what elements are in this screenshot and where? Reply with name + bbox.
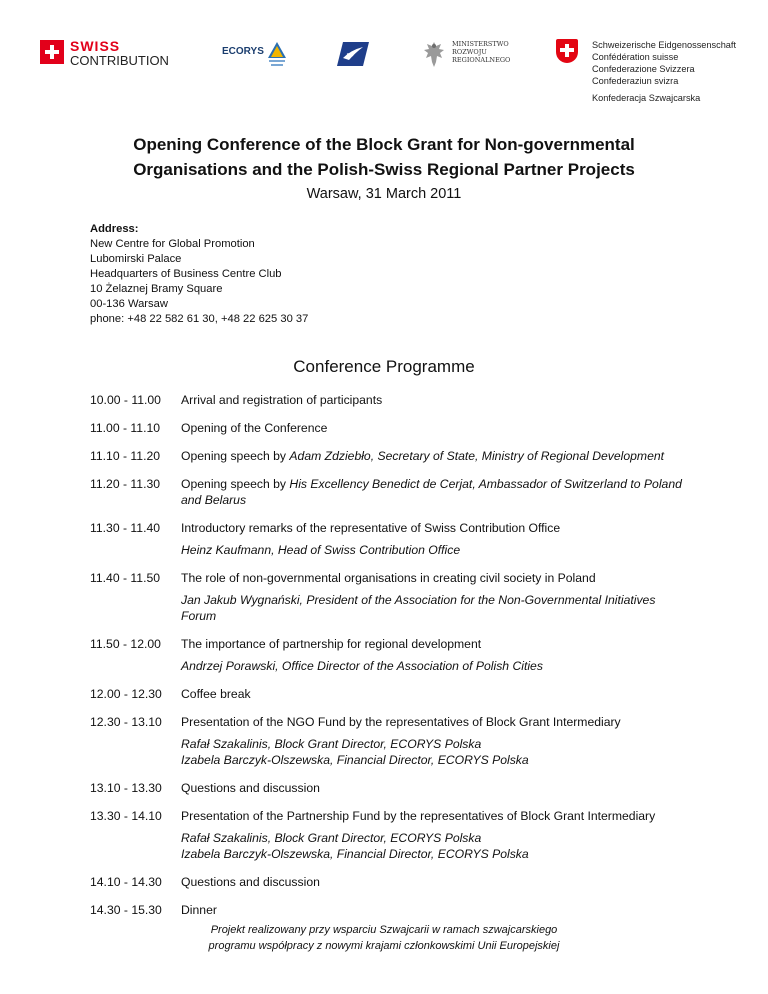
programme-speaker: Izabela Barczyk-Olszewska, Financial Director, ECORYS Polska [181, 847, 529, 861]
programme-time: 10.00 - 11.00 [90, 393, 161, 407]
programme-item-text: Opening speech by [181, 449, 290, 463]
address-line: Lubomirski Palace [90, 253, 182, 265]
title-line2: Organisations and the Polish-Swiss Regional Partner Projects [133, 160, 635, 179]
programme-speaker: Adam Zdziebło, Secretary of State, Ministry of Regional Development [289, 449, 665, 463]
programme-item [181, 570, 690, 624]
swiss-contribution-logo [40, 40, 180, 70]
programme-row [90, 714, 690, 768]
address-block [90, 222, 308, 327]
page-title [0, 132, 768, 182]
confederation-line: Confederaziun svizra [592, 76, 679, 86]
programme-row [90, 686, 690, 702]
programme-row [90, 476, 690, 508]
address-line: New Centre for Global Promotion [90, 238, 255, 250]
eagle-icon [422, 40, 446, 70]
address-line: Headquarters of Business Centre Club [90, 268, 282, 280]
swiss-shield-icon [556, 39, 578, 63]
confederation-polish: Konfederacja Szwajcarska [592, 93, 701, 103]
programme-speaker: Heinz Kaufmann, Head of Swiss Contribution Office [181, 543, 461, 557]
address-line: 10 Żelaznej Bramy Square [90, 283, 223, 295]
swiss-logo-line1: SWISS [70, 38, 121, 54]
programme-time: 12.00 - 12.30 [90, 687, 162, 701]
programme-item [181, 808, 690, 862]
ministry-line: MINISTERSTWO [452, 40, 509, 48]
ministry-line: ROZWOJU [452, 48, 487, 56]
programme-item: Questions and discussion [181, 875, 320, 889]
programme-heading: Conference Programme [293, 357, 475, 376]
programme-row [90, 392, 690, 408]
ecorys-logo [222, 42, 288, 68]
bird-icon [337, 42, 369, 66]
programme-row [90, 874, 690, 890]
programme-item: Coffee break [181, 687, 251, 701]
programme-speaker: Rafał Szakalinis, Block Grant Director, ECORYS Polska [181, 737, 482, 751]
programme-item [181, 714, 690, 768]
footer-line: programu współpracy z nowymi krajami członkowskimi Unii Europejskiej [208, 940, 560, 952]
programme-time: 14.30 - 15.30 [90, 903, 162, 917]
programme-list [90, 392, 690, 918]
programme-speaker: Jan Jakub Wygnański, President of the Association for the Non-Governmental Initiatives Forum [181, 593, 656, 623]
programme-item-text: Opening speech by [181, 477, 290, 491]
programme-item-text: Introductory remarks of the representative of Swiss Contribution Office [181, 521, 561, 535]
programme-item-text: Presentation of the NGO Fund by the representatives of Block Grant Intermediary [181, 715, 621, 729]
programme-time: 11.20 - 11.30 [90, 477, 161, 491]
programme-row [90, 808, 690, 862]
confederation-line: Schweizerische Eidgenossenschaft [592, 40, 737, 50]
ministry-logo-text [452, 40, 510, 64]
ecorys-triangle-icon [268, 42, 286, 68]
programme-item-text: Presentation of the Partnership Fund by the representatives of Block Grant Intermediary [181, 809, 656, 823]
programme-speaker: Andrzej Porawski, Office Director of the Association of Polish Cities [181, 659, 543, 673]
ministry-line: REGIONALNEGO [452, 56, 511, 64]
programme-item: Arrival and registration of participants [181, 393, 383, 407]
programme-time: 12.30 - 13.10 [90, 715, 162, 729]
programme-time: 13.10 - 13.30 [90, 781, 162, 795]
programme-time: 13.30 - 14.10 [90, 809, 162, 823]
programme-item [181, 448, 690, 464]
address-line: 00-136 Warsaw [90, 298, 168, 310]
footer-note [0, 922, 768, 954]
programme-time: 11.30 - 11.40 [90, 521, 161, 535]
programme-time: 11.50 - 12.00 [90, 637, 161, 651]
swiss-cross-icon [40, 40, 64, 64]
programme-speaker: Izabela Barczyk-Olszewska, Financial Director, ECORYS Polska [181, 753, 529, 767]
address-label: Address: [90, 223, 139, 235]
programme-row [90, 420, 690, 436]
programme-item [181, 476, 690, 508]
programme-item: Opening of the Conference [181, 421, 328, 435]
programme-speaker: Rafał Szakalinis, Block Grant Director, ECORYS Polska [181, 831, 482, 845]
address-line: phone: +48 22 582 61 30, +48 22 625 30 37 [90, 313, 309, 325]
programme-item-text: The importance of partnership for regional development [181, 637, 482, 651]
programme-time: 14.10 - 14.30 [90, 875, 162, 889]
programme-row [90, 520, 690, 558]
confederation-line: Confédération suisse [592, 52, 679, 62]
bird-emblem-logo [337, 42, 369, 66]
programme-time: 11.10 - 11.20 [90, 449, 161, 463]
programme-item [181, 636, 690, 674]
programme-time: 11.00 - 11.10 [90, 421, 161, 435]
programme-item: Questions and discussion [181, 781, 320, 795]
programme-row [90, 636, 690, 674]
programme-speaker: His Excellency Benedict de Cerjat, Ambassador of Switzerland to Poland and Belarus [181, 477, 682, 507]
title-line1: Opening Conference of the Block Grant for Non-governmental [133, 135, 635, 154]
confederation-line: Confederazione Svizzera [592, 64, 695, 74]
programme-row [90, 780, 690, 796]
footer-line: Projekt realizowany przy wsparciu Szwajcarii w ramach szwajcarskiego [210, 924, 558, 936]
event-date: Warsaw, 31 March 2011 [306, 186, 462, 202]
programme-time: 11.40 - 11.50 [90, 571, 161, 585]
programme-item-text: The role of non-governmental organisations in creating civil society in Poland [181, 571, 596, 585]
confederation-names [592, 39, 736, 87]
confederation-logo [556, 39, 756, 109]
programme-row [90, 902, 690, 918]
programme-item [181, 520, 690, 558]
programme-item: Dinner [181, 903, 217, 917]
swiss-logo-line2: CONTRIBUTION [70, 53, 169, 68]
ecorys-logo-text: ECORYS [222, 46, 264, 57]
programme-row [90, 570, 690, 624]
programme-row [90, 448, 690, 464]
ministry-logo [422, 40, 532, 72]
